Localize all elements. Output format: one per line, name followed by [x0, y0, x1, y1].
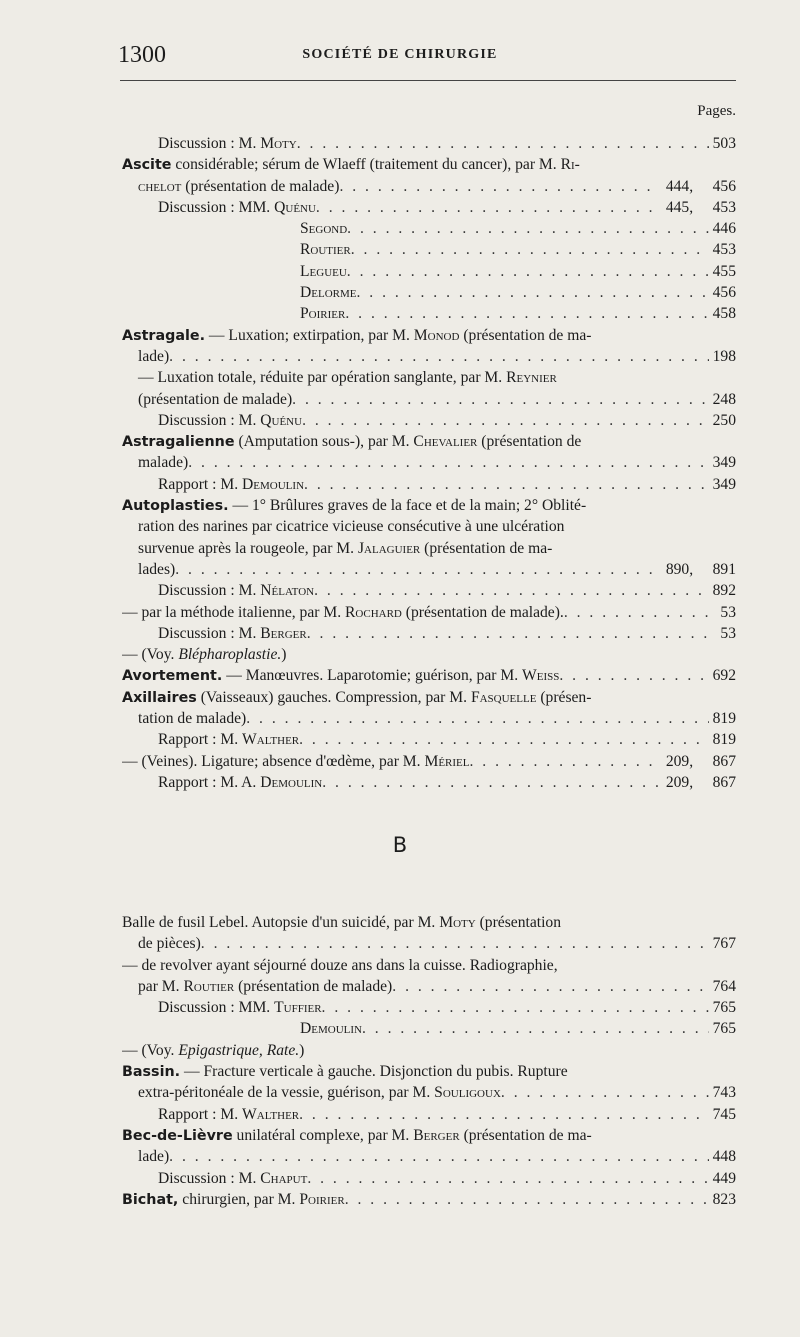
index-line: Discussion : MM. Quénu . . . 445, 453 — [122, 197, 736, 218]
entry-keyword: Ascite — [122, 157, 172, 174]
index-entry-autoplasties: Autoplasties. — 1° Brûlures graves de la face et de la main; 2° Oblité- — [122, 497, 587, 515]
index-line: — de revolver ayant séjourné douze ans dans la cuisse. Radiographie, — [122, 956, 558, 974]
entry-keyword: Astragalienne — [122, 434, 235, 451]
index-line: lades) . . . 890, 891 — [122, 559, 736, 580]
entry-keyword: Bec-de-Lièvre — [122, 1127, 233, 1144]
index-entry-balle: Balle de fusil Lebel. Autopsie d'un suicidé, par M. Moty (présentation — [122, 914, 562, 931]
index-line: malade) . . . 349 — [122, 452, 736, 473]
index-line: Delorme . . . 456 — [122, 282, 736, 303]
index-line: Rapport : M. Walther . . . 819 — [122, 729, 736, 750]
index-entry-bec-de-lievre: Bec-de-Lièvre unilatéral complexe, par M. Berger (présentation de ma- — [122, 1126, 592, 1144]
index-line: par M. Routier (présentation de malade) . . . 764 — [122, 976, 736, 997]
entry-keyword: Axillaires — [122, 689, 197, 706]
index-section-b — [122, 912, 736, 1210]
index-line: Discussion : M. Nélaton . . . 892 — [122, 580, 736, 601]
index-line: Legueu . . . 455 — [122, 261, 736, 282]
index-line: — Luxation totale, réduite par opération sanglante, par M. Reynier — [138, 369, 557, 387]
running-title: SOCIÉTÉ DE CHIRURGIE — [302, 47, 498, 62]
index-line: survenue après la rougeole, par M. Jalaguier (présentation de ma- — [138, 539, 553, 557]
entry-keyword: Autoplasties. — [122, 498, 229, 515]
index-entry-ascite: Ascite considérable; sérum de Wlaeff (traitement du cancer), par M. Ri- — [122, 156, 580, 174]
index-line: Rapport : M. Demoulin . . . 349 — [122, 474, 736, 495]
index-line: — par la méthode italienne, par M. Rochard (présentation de malade). . . . 53 — [122, 602, 736, 623]
index-line: — (Veines). Ligature; absence d'œdème, par M. Mériel . . . 209, 867 — [122, 751, 736, 772]
entry-keyword: Bassin. — [122, 1064, 181, 1081]
index-line: ration des narines par cicatrice vicieuse consécutive à une ulcération — [138, 518, 565, 536]
index-line: Discussion : M. Berger . . . 53 — [122, 623, 736, 644]
entry-keyword: Avortement. — [122, 668, 223, 685]
index-line: lade) . . . 448 — [122, 1146, 736, 1167]
index-entry-avortement: Avortement. — Manœuvres. Laparotomie; guérison, par M. Weiss . . . 692 — [122, 665, 736, 686]
index-line: lade) . . . 198 — [122, 346, 736, 367]
index-section-a — [122, 133, 736, 793]
index-entry-bichat: Bichat, chirurgien, par M. Poirier . . . 823 — [122, 1189, 736, 1210]
index-line: Poirier . . . 458 — [122, 303, 736, 324]
index-line: tation de malade) . . . 819 — [122, 708, 736, 729]
index-line: Discussion : M. Chaput . . . 449 — [122, 1168, 736, 1189]
index-entry-astragale: Astragale. — Luxation; extirpation, par M. Monod (présentation de ma- — [122, 326, 592, 344]
pages-column-label: Pages. — [697, 103, 736, 119]
entry-keyword: Astragale. — [122, 327, 206, 344]
index-entry-axillaires: Axillaires (Vaisseaux) gauches. Compression, par M. Fasquelle (présen- — [122, 688, 592, 706]
index-line: Rapport : M. A. Demoulin . . . 209, 867 — [122, 772, 736, 793]
index-line: Discussion : M. Quénu . . . 250 — [122, 410, 736, 431]
index-line: Rapport : M. Walther . . . 745 — [122, 1104, 736, 1125]
entry-keyword: Bichat, — [122, 1191, 179, 1208]
index-line: — (Voy. Epigastrique, Rate.) — [122, 1041, 305, 1059]
section-letter: B — [392, 833, 408, 857]
header-rule — [120, 80, 736, 81]
index-line: — (Voy. Blépharoplastie.) — [122, 646, 287, 664]
index-entry-astragalienne: Astragalienne (Amputation sous-), par M. Chevalier (présentation de — [122, 433, 582, 451]
index-line: extra-péritonéale de la vessie, guérison, par M. Souligoux . . . 743 — [122, 1082, 736, 1103]
index-line: de pièces) . . . 767 — [122, 933, 736, 954]
index-line: Segond . . . 446 — [122, 218, 736, 239]
index-line: Routier . . . 453 — [122, 239, 736, 260]
index-line: Discussion : MM. Tuffier . . . 765 — [122, 997, 736, 1018]
page-number: 1300 — [118, 42, 166, 68]
index-line: Discussion : M. Moty . . . 503 — [122, 133, 736, 154]
index-entry-bassin: Bassin. — Fracture verticale à gauche. Disjonction du pubis. Rupture — [122, 1063, 568, 1081]
index-line: chelot (présentation de malade) . . . 444, 456 — [122, 176, 736, 197]
index-line: (présentation de malade) . . . 248 — [122, 389, 736, 410]
index-line: Demoulin . . . 765 — [122, 1018, 736, 1039]
